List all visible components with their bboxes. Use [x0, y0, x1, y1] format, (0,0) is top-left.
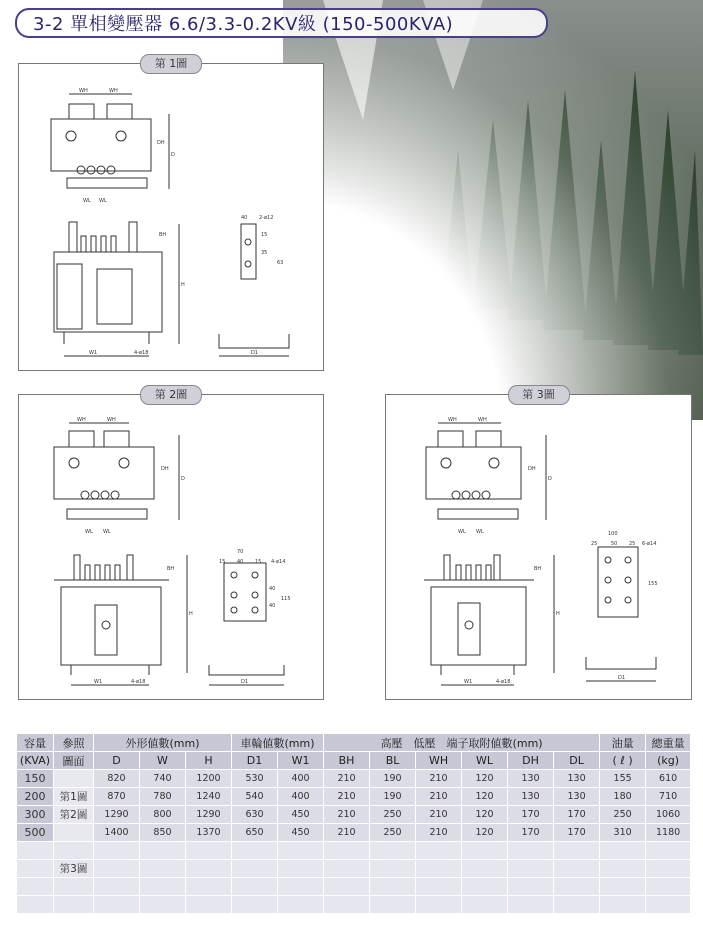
table-cell: 610: [646, 770, 691, 788]
svg-text:15: 15: [219, 559, 226, 565]
table-cell: 630: [232, 806, 278, 824]
table-cell: 210: [324, 770, 370, 788]
svg-text:H: H: [181, 282, 185, 288]
table-cell: 120: [462, 806, 508, 824]
svg-text:W1: W1: [89, 350, 98, 356]
ref-cell: [54, 770, 94, 788]
svg-text:W1: W1: [94, 679, 103, 685]
svg-text:4-ø18: 4-ø18: [496, 679, 511, 685]
figure-1-panel: [18, 57, 324, 371]
header-col: WH: [416, 752, 462, 770]
svg-text:40: 40: [269, 603, 276, 609]
svg-text:W1: W1: [464, 679, 473, 685]
svg-text:63: 63: [277, 260, 284, 266]
table-cell: 210: [324, 806, 370, 824]
svg-text:4-ø14: 4-ø14: [271, 559, 286, 565]
header-col: W: [140, 752, 186, 770]
spec-table: [16, 733, 691, 914]
svg-text:WH: WH: [77, 417, 86, 423]
table-row: [17, 824, 691, 842]
header-kva: 容量: [17, 734, 54, 752]
svg-text:H: H: [189, 611, 193, 617]
table-cell: 850: [140, 824, 186, 842]
table-header-row-1: [17, 734, 691, 752]
table-row-empty: [17, 878, 691, 896]
table-cell: 210: [416, 788, 462, 806]
svg-text:40: 40: [269, 586, 276, 592]
svg-text:BH: BH: [159, 232, 167, 238]
svg-text:D: D: [181, 476, 185, 482]
svg-text:DH: DH: [161, 466, 169, 472]
table-cell: 540: [232, 788, 278, 806]
header-col: W1: [278, 752, 324, 770]
svg-text:BH: BH: [167, 566, 175, 572]
svg-text:4-ø18: 4-ø18: [131, 679, 146, 685]
svg-text:35: 35: [261, 250, 268, 256]
figure-2-label: 第 2圖: [140, 385, 202, 405]
table-cell: 180: [600, 788, 646, 806]
kva-cell: 200: [17, 788, 54, 806]
table-cell: 170: [508, 806, 554, 824]
svg-text:4-ø18: 4-ø18: [134, 350, 149, 356]
table-cell: 1060: [646, 806, 691, 824]
figure-3-label: 第 3圖: [508, 385, 570, 405]
header-dims: 外形値數(mm): [94, 734, 232, 752]
svg-text:WL: WL: [476, 529, 484, 535]
table-cell: 210: [324, 824, 370, 842]
table-row: [17, 806, 691, 824]
header-col: D: [94, 752, 140, 770]
table-cell: 170: [554, 806, 600, 824]
figure-3-drawing: [386, 395, 691, 699]
kva-cell: 300: [17, 806, 54, 824]
header-ref: 參照: [54, 734, 94, 752]
header-oil: 油量: [600, 734, 646, 752]
kva-cell: 150: [17, 770, 54, 788]
svg-text:100: 100: [608, 531, 618, 537]
figure-1-drawing: [19, 64, 323, 370]
table-cell: 210: [416, 770, 462, 788]
table-cell: 250: [370, 806, 416, 824]
svg-text:25: 25: [591, 541, 598, 547]
forest-background-photo: [283, 0, 703, 420]
table-header-row-2: [17, 752, 691, 770]
table-cell: 400: [278, 770, 324, 788]
svg-text:DH: DH: [157, 140, 165, 146]
header-col: D1: [232, 752, 278, 770]
table-cell: 800: [140, 806, 186, 824]
table-row: [17, 770, 691, 788]
table-cell: 120: [462, 824, 508, 842]
table-row-empty: [17, 896, 691, 914]
svg-text:WL: WL: [83, 198, 91, 204]
svg-text:155: 155: [648, 581, 658, 587]
svg-text:15: 15: [255, 559, 262, 565]
header-weight: 總重量: [646, 734, 691, 752]
table-cell: 870: [94, 788, 140, 806]
table-cell: 780: [140, 788, 186, 806]
header-col: BH: [324, 752, 370, 770]
table-cell: 210: [324, 788, 370, 806]
table-cell: 1290: [94, 806, 140, 824]
header-col: DH: [508, 752, 554, 770]
svg-text:BH: BH: [534, 566, 542, 572]
table-cell: 1400: [94, 824, 140, 842]
table-cell: 210: [416, 824, 462, 842]
svg-text:WL: WL: [99, 198, 107, 204]
ref-cell: 第2圖: [54, 806, 94, 824]
table-cell: 1240: [186, 788, 232, 806]
table-cell: 130: [554, 770, 600, 788]
table-cell: 1180: [646, 824, 691, 842]
table-cell: 120: [462, 788, 508, 806]
table-cell: 155: [600, 770, 646, 788]
header-col: BL: [370, 752, 416, 770]
svg-text:WH: WH: [478, 417, 487, 423]
figure-2-panel: [18, 388, 324, 700]
figure-1-label: 第 1圖: [140, 54, 202, 74]
svg-text:2-ø12: 2-ø12: [259, 215, 274, 221]
table-cell: 1290: [186, 806, 232, 824]
table-cell: 400: [278, 788, 324, 806]
header-terminals: 高壓 低壓 端子取附値數(mm): [324, 734, 600, 752]
table-cell: 250: [600, 806, 646, 824]
figure-2-drawing: [19, 395, 323, 699]
svg-text:WL: WL: [85, 529, 93, 535]
svg-text:D: D: [171, 152, 175, 158]
header-col: DL: [554, 752, 600, 770]
table-cell: 820: [94, 770, 140, 788]
table-cell: 710: [646, 788, 691, 806]
figure-3-panel: [385, 388, 692, 700]
svg-text:H: H: [556, 611, 560, 617]
table-cell: 210: [416, 806, 462, 824]
table-cell: 740: [140, 770, 186, 788]
svg-text:50: 50: [611, 541, 618, 547]
ref-cell: 第3圖: [54, 860, 94, 878]
table-cell: 130: [508, 770, 554, 788]
header-wheels: 車輪値數(mm): [232, 734, 324, 752]
svg-text:D1: D1: [241, 679, 249, 685]
table-cell: 190: [370, 770, 416, 788]
header-ref-sub: 圖面: [54, 752, 94, 770]
header-col: WL: [462, 752, 508, 770]
table-cell: 310: [600, 824, 646, 842]
table-cell: 250: [370, 824, 416, 842]
svg-text:WH: WH: [448, 417, 457, 423]
header-oil-unit: ( ℓ ): [600, 752, 646, 770]
table-row-empty: [17, 860, 691, 878]
table-cell: 130: [508, 788, 554, 806]
table-cell: 530: [232, 770, 278, 788]
svg-text:6-ø14: 6-ø14: [642, 541, 657, 547]
table-cell: 450: [278, 824, 324, 842]
table-cell: 1370: [186, 824, 232, 842]
svg-text:115: 115: [281, 596, 291, 602]
svg-text:D1: D1: [251, 350, 259, 356]
table-cell: 450: [278, 806, 324, 824]
svg-text:25: 25: [629, 541, 636, 547]
table-cell: 120: [462, 770, 508, 788]
header-weight-unit: (kg): [646, 752, 691, 770]
table-cell: 650: [232, 824, 278, 842]
svg-text:D: D: [548, 476, 552, 482]
svg-text:70: 70: [237, 549, 244, 555]
svg-text:40: 40: [241, 215, 248, 221]
svg-text:WH: WH: [107, 417, 116, 423]
svg-text:WL: WL: [103, 529, 111, 535]
table-row: [17, 788, 691, 806]
table-cell: 170: [554, 824, 600, 842]
header-kva-unit: (KVA): [17, 752, 54, 770]
page-title: 3-2 單相變壓器 6.6/3.3-0.2KV級 (150-500KVA): [15, 8, 548, 38]
ref-cell: [54, 824, 94, 842]
svg-text:WH: WH: [109, 88, 118, 94]
table-cell: 170: [508, 824, 554, 842]
ref-cell: 第1圖: [54, 788, 94, 806]
kva-cell: 500: [17, 824, 54, 842]
header-col: H: [186, 752, 232, 770]
table-cell: 130: [554, 788, 600, 806]
table-row-empty: [17, 842, 691, 860]
svg-text:15: 15: [261, 232, 268, 238]
svg-text:WH: WH: [79, 88, 88, 94]
svg-text:40: 40: [237, 559, 244, 565]
svg-text:WL: WL: [458, 529, 466, 535]
table-cell: 1200: [186, 770, 232, 788]
table-cell: 190: [370, 788, 416, 806]
svg-text:DH: DH: [528, 466, 536, 472]
svg-text:D1: D1: [618, 675, 626, 681]
